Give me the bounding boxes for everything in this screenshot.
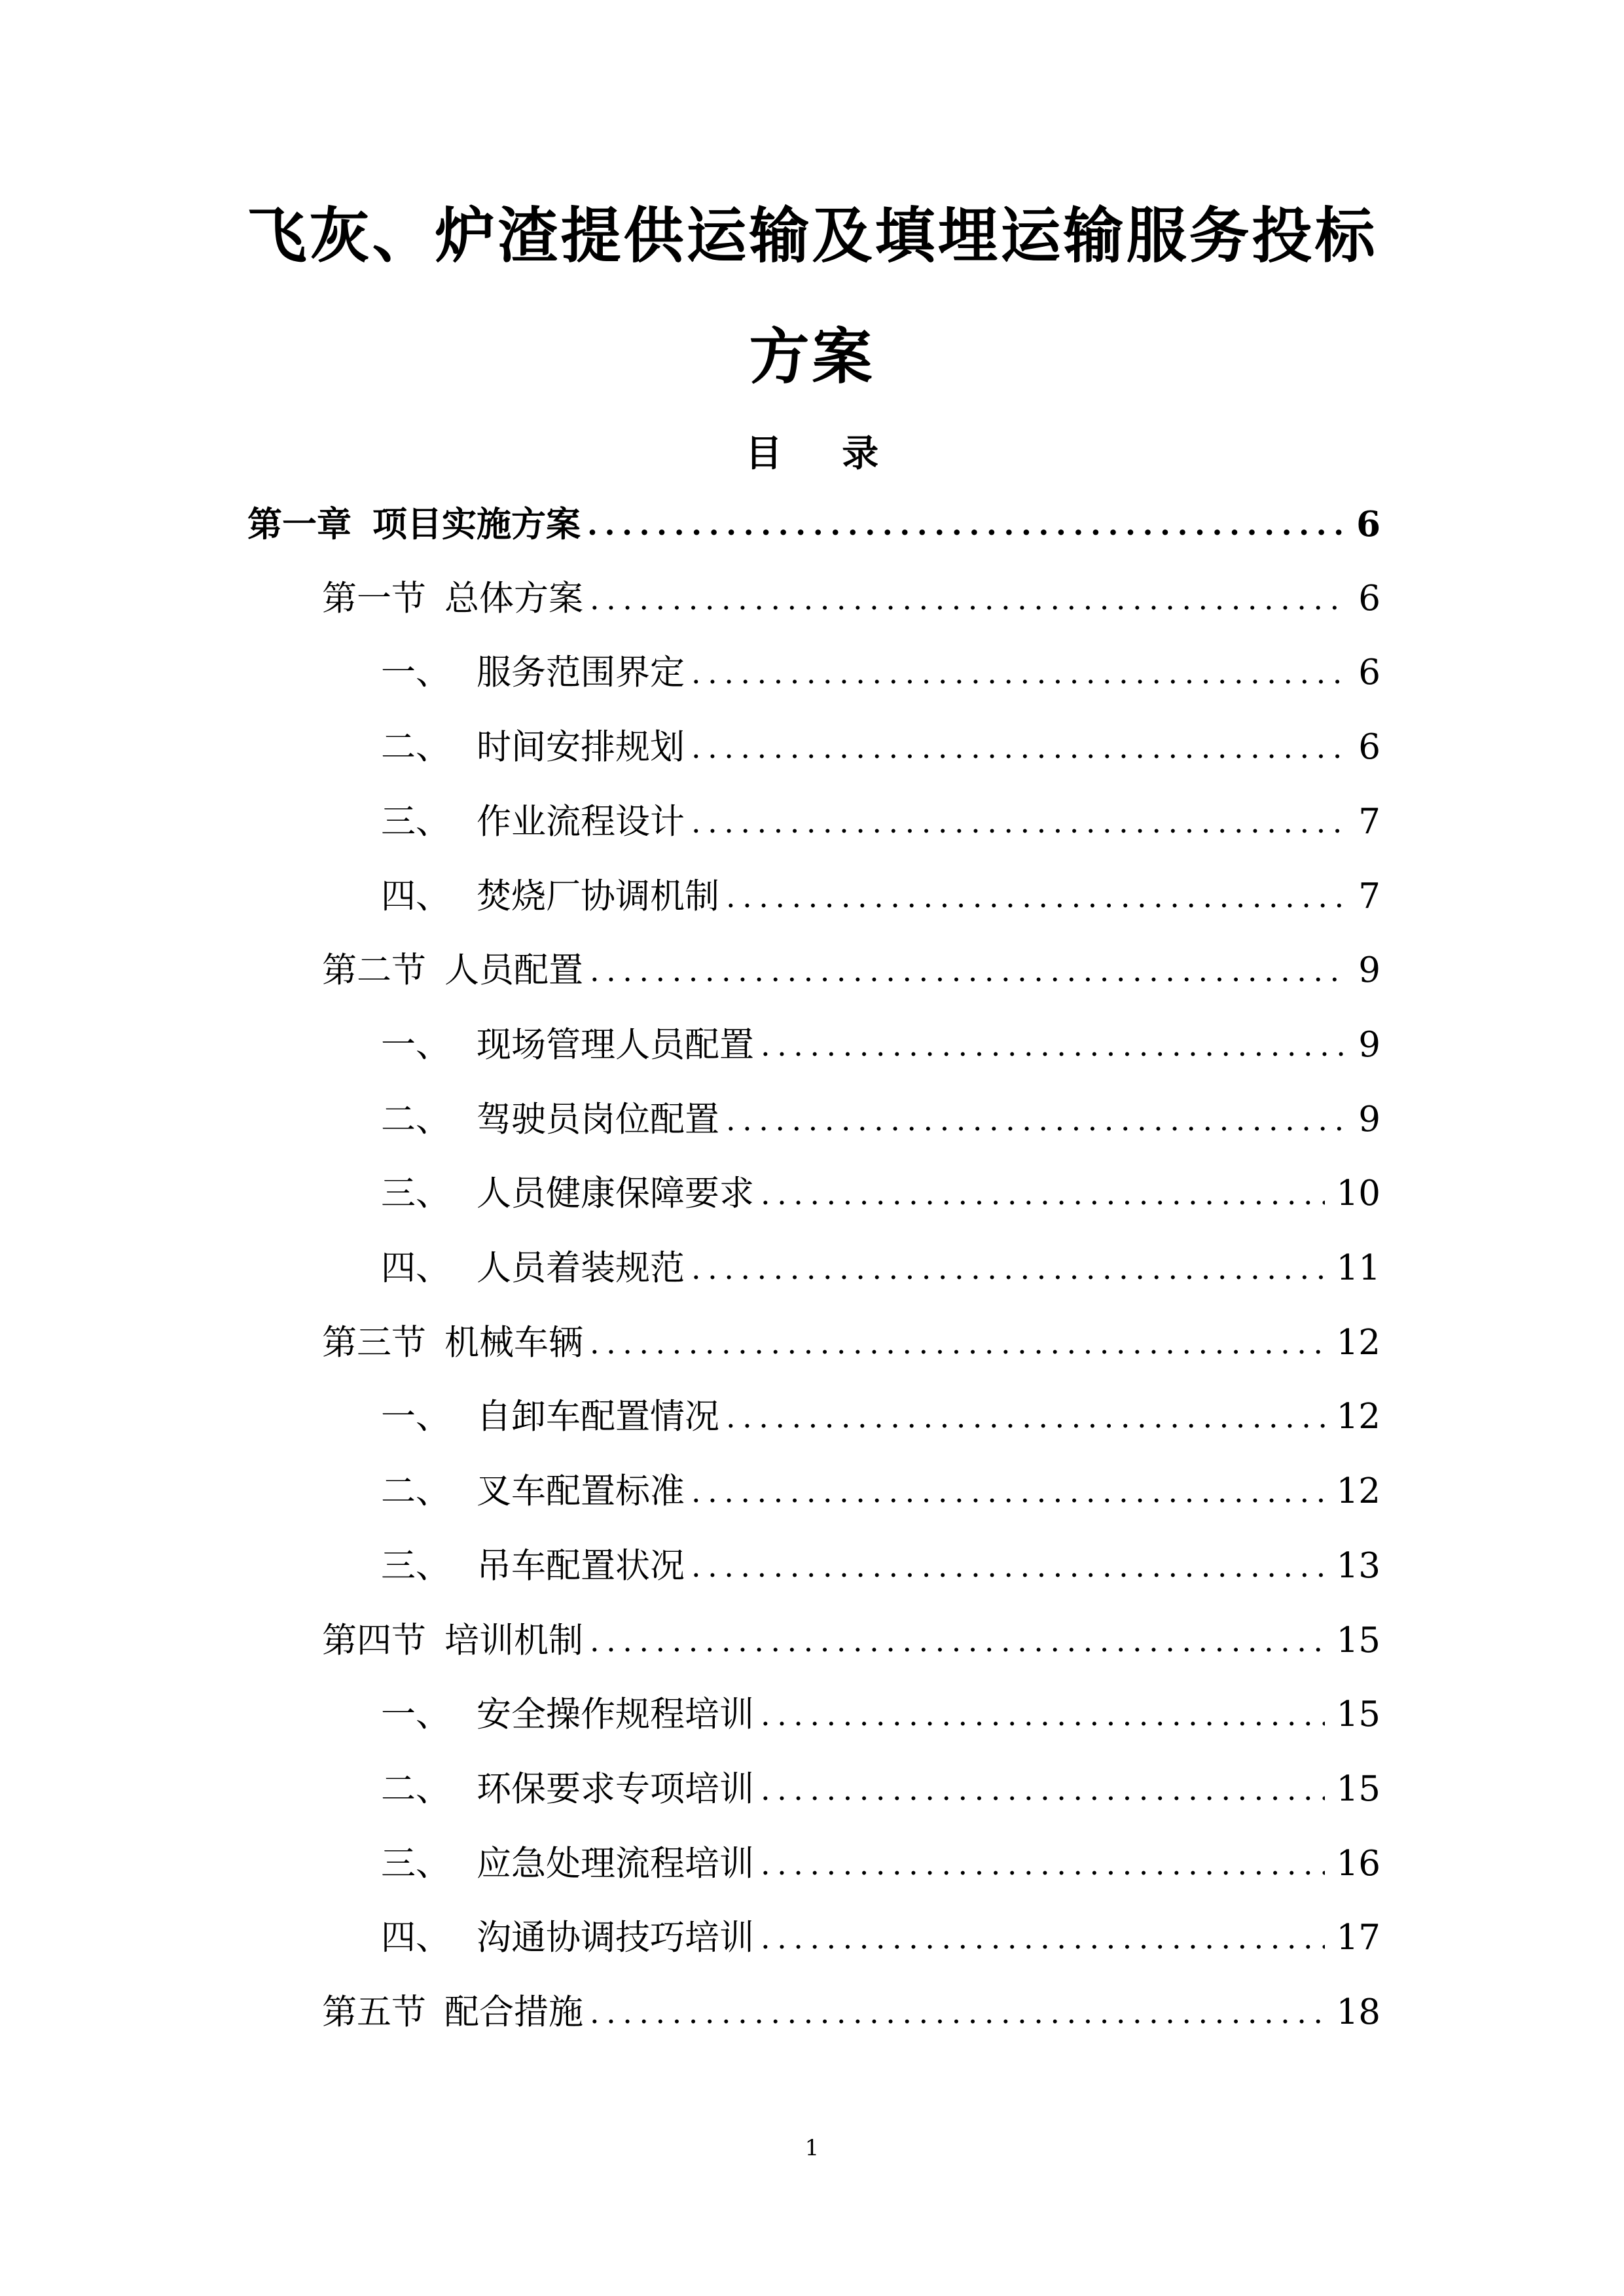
toc-dot-leader [590, 944, 1346, 997]
toc-entry-page: 10 [1336, 1174, 1380, 1213]
toc-dot-leader [691, 721, 1346, 774]
toc-entry[interactable] [381, 721, 1380, 774]
toc-entry-page: 16 [1336, 1844, 1380, 1884]
toc-entry-number: 二、 [381, 1471, 450, 1511]
toc-entry-label: 机械车辆 [444, 1323, 583, 1363]
toc-entry[interactable] [381, 1540, 1380, 1592]
toc-entry-label: 人员着装规范 [477, 1248, 685, 1288]
toc-dot-leader [691, 1465, 1325, 1518]
toc-dot-leader [761, 1763, 1325, 1816]
toc-entry[interactable] [381, 1763, 1380, 1816]
toc-entry[interactable] [381, 1019, 1380, 1071]
toc-entry-label: 人员配置 [444, 950, 583, 990]
toc-entry-label: 叉车配置标准 [477, 1471, 685, 1511]
toc-entry-page: 6 [1356, 504, 1380, 545]
toc-dot-leader [761, 1912, 1325, 1964]
toc-dot-leader [691, 1242, 1325, 1295]
toc-dot-leader [590, 573, 1346, 625]
toc-entry-number: 二、 [381, 727, 450, 767]
toc-entry[interactable] [322, 1317, 1380, 1369]
toc-entry-number: 三、 [381, 1546, 450, 1586]
toc-entry-number: 一、 [381, 653, 450, 692]
toc-dot-leader [761, 1689, 1325, 1741]
toc-entry-page: 7 [1358, 802, 1380, 842]
toc-dot-leader [691, 647, 1346, 699]
toc-entry-label: 应急处理流程培训 [477, 1844, 754, 1884]
toc-entry[interactable] [381, 796, 1380, 848]
toc-entry[interactable] [381, 870, 1380, 923]
toc-entry-page: 15 [1336, 1769, 1380, 1809]
toc-entry-page: 6 [1358, 579, 1380, 619]
toc-entry-number: 三、 [381, 1844, 450, 1884]
toc-entry-number: 一、 [381, 1025, 450, 1065]
toc-entry[interactable] [381, 1242, 1380, 1295]
toc-dot-leader [761, 1838, 1325, 1890]
toc-entry-page: 17 [1336, 1918, 1380, 1958]
toc-entry-label: 服务范围界定 [477, 653, 685, 692]
toc-entry[interactable] [247, 498, 1380, 550]
toc-entry-label: 焚烧厂协调机制 [477, 876, 719, 916]
toc-entry-number: 四、 [381, 1248, 450, 1288]
toc-entry[interactable] [381, 1689, 1380, 1741]
toc-entry-label: 总体方案 [444, 579, 583, 619]
toc-entry-page: 12 [1336, 1471, 1380, 1511]
toc-entry-label: 吊车配置状况 [477, 1546, 685, 1586]
toc-entry[interactable] [381, 1168, 1380, 1220]
toc-dot-leader [761, 1019, 1346, 1071]
toc-entry-label: 沟通协调技巧培训 [477, 1918, 754, 1958]
document-title-line-2: 方案 [749, 321, 875, 392]
toc-entry-label: 项目实施方案 [372, 504, 581, 545]
toc-dot-leader [590, 1317, 1325, 1369]
toc-entry-label: 现场管理人员配置 [477, 1025, 754, 1065]
toc-entry-number: 第一章 [247, 504, 352, 545]
toc-entry-number: 第四节 [322, 1621, 426, 1660]
toc-entry-number: 三、 [381, 1174, 450, 1213]
toc-entry-page: 6 [1358, 653, 1380, 692]
toc-dot-leader [726, 870, 1346, 923]
toc-entry-number: 第五节 [322, 1992, 426, 2032]
toc-entry[interactable] [322, 1986, 1380, 2039]
toc-entry-number: 第一节 [322, 579, 426, 619]
toc-entry-label: 安全操作规程培训 [477, 1695, 754, 1734]
toc-entry[interactable] [381, 1391, 1380, 1443]
toc-entry-page: 18 [1336, 1992, 1380, 2032]
toc-entry-number: 二、 [381, 1100, 450, 1139]
toc-entry-page: 9 [1358, 1100, 1380, 1139]
toc-entry[interactable] [381, 1094, 1380, 1146]
toc-entry-page: 15 [1336, 1695, 1380, 1734]
toc-entry[interactable] [381, 1912, 1380, 1964]
toc-entry-label: 培训机制 [444, 1621, 583, 1660]
toc-entry-label: 配合措施 [444, 1992, 583, 2032]
toc-entry-page: 6 [1358, 727, 1380, 767]
toc-entry-number: 三、 [381, 802, 450, 842]
toc-dot-leader [590, 1615, 1325, 1667]
toc-dot-leader [587, 498, 1344, 550]
toc-dot-leader [761, 1168, 1325, 1220]
document-title-line-1: 飞灰、炉渣提供运输及填埋运输服务投标 [246, 200, 1378, 271]
toc-entry-page: 15 [1336, 1621, 1380, 1660]
toc-entry[interactable] [322, 944, 1380, 997]
toc-entry-number: 第二节 [322, 950, 426, 990]
toc-dot-leader [691, 1540, 1325, 1592]
toc-entry[interactable] [381, 1838, 1380, 1890]
toc-entry-number: 一、 [381, 1397, 450, 1437]
toc-entry-page: 9 [1358, 950, 1380, 990]
toc-entry[interactable] [381, 647, 1380, 699]
toc-entry-number: 四、 [381, 876, 450, 916]
toc-entry-number: 一、 [381, 1695, 450, 1734]
toc-entry[interactable] [322, 573, 1380, 625]
toc-entry-number: 四、 [381, 1918, 450, 1958]
toc-entry-label: 环保要求专项培训 [477, 1769, 754, 1809]
toc-entry-number: 第三节 [322, 1323, 426, 1363]
toc-entry[interactable] [381, 1465, 1380, 1518]
toc-entry-label: 作业流程设计 [477, 802, 685, 842]
toc-entry-number: 二、 [381, 1769, 450, 1809]
toc-entry-page: 12 [1336, 1323, 1380, 1363]
toc-entry-page: 13 [1336, 1546, 1380, 1586]
toc-entry-label: 自卸车配置情况 [477, 1397, 719, 1437]
toc-entry-page: 7 [1358, 876, 1380, 916]
toc-dot-leader [691, 796, 1346, 848]
toc-entry-label: 人员健康保障要求 [477, 1174, 754, 1213]
toc-entry-page: 12 [1336, 1397, 1380, 1437]
toc-entry-label: 时间安排规划 [477, 727, 685, 767]
toc-dot-leader [726, 1094, 1346, 1146]
toc-entry[interactable] [322, 1615, 1380, 1667]
toc-entry-label: 驾驶员岗位配置 [477, 1100, 719, 1139]
toc-dot-leader [590, 1986, 1325, 2039]
page-number: 1 [804, 2135, 820, 2161]
toc-dot-leader [726, 1391, 1325, 1443]
toc-heading: 目 录 [745, 432, 903, 475]
toc-entry-page: 9 [1358, 1025, 1380, 1065]
toc-entry-page: 11 [1336, 1248, 1380, 1288]
